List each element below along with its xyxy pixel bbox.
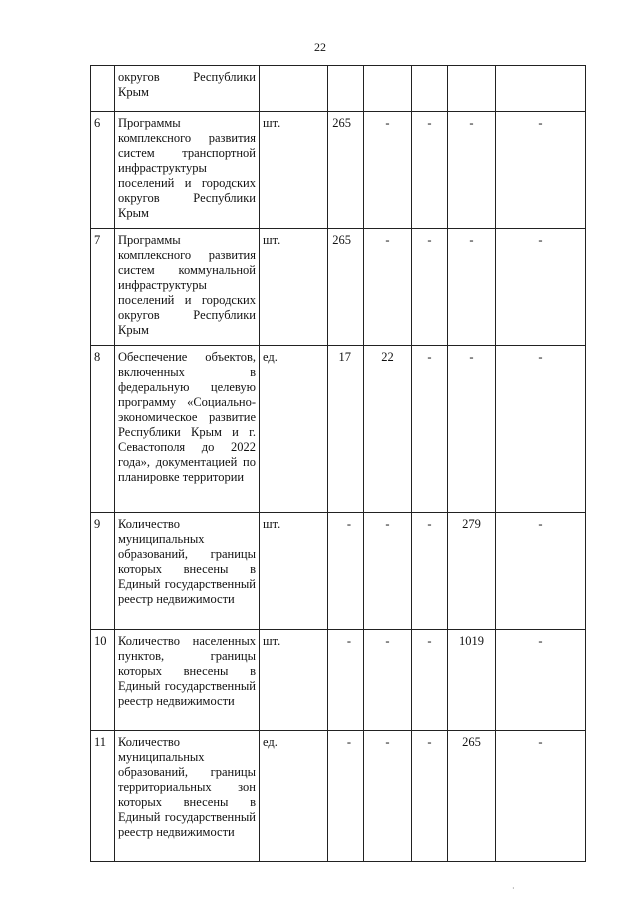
value-cell: - xyxy=(412,229,448,346)
unit-cell: шт. xyxy=(260,229,328,346)
value-cell xyxy=(328,66,364,112)
value-cell: - xyxy=(412,731,448,862)
value-cell: - xyxy=(448,346,496,513)
indicators-table xyxy=(90,65,586,862)
indicator-name: Программы комплексного развития систем транспортной инфраструктуры поселений и городских округов Республики Крым xyxy=(115,112,260,229)
unit-cell: ед. xyxy=(260,731,328,862)
value-cell: 22 xyxy=(364,346,412,513)
table-row xyxy=(91,630,586,731)
indicator-name: Обеспечение объектов, включенных в федеральную целевую программу «Социально-экономическое развитие Республики Крым и г. Севастополя до 2022 года», документацией по планировке территории xyxy=(115,346,260,513)
value-cell: 1019 xyxy=(448,630,496,731)
row-number: 7 xyxy=(91,229,115,346)
value-cell xyxy=(448,66,496,112)
value-cell: - xyxy=(496,513,586,630)
value-cell: - xyxy=(364,112,412,229)
value-cell: - xyxy=(496,731,586,862)
value-cell: - xyxy=(496,112,586,229)
value-cell: - xyxy=(496,630,586,731)
value-cell: 265 xyxy=(448,731,496,862)
value-cell: - xyxy=(496,346,586,513)
value-cell: - xyxy=(364,731,412,862)
unit-cell: шт. xyxy=(260,630,328,731)
row-number: 6 xyxy=(91,112,115,229)
table-row xyxy=(91,513,586,630)
value-cell: - xyxy=(364,513,412,630)
value-cell xyxy=(364,66,412,112)
indicator-name: Количество населенных пунктов, границы которых внесены в Единый государственный реестр недвижимости xyxy=(115,630,260,731)
value-cell: - xyxy=(496,229,586,346)
table-row xyxy=(91,229,586,346)
table-row xyxy=(91,346,586,513)
unit-cell xyxy=(260,66,328,112)
indicator-name: округов Республики Крым xyxy=(115,66,260,112)
indicator-name: Программы комплексного развития систем коммунальной инфраструктуры поселений и городских округов Республики Крым xyxy=(115,229,260,346)
value-cell: - xyxy=(412,630,448,731)
value-cell: - xyxy=(328,630,364,731)
table-row xyxy=(91,66,586,112)
indicator-name: Количество муниципальных образований, границы территориальных зон которых внесены в Единый государственный реестр недвижимости xyxy=(115,731,260,862)
value-cell: - xyxy=(412,513,448,630)
value-cell: - xyxy=(364,630,412,731)
row-number: 11 xyxy=(91,731,115,862)
unit-cell: шт. xyxy=(260,513,328,630)
value-cell: - xyxy=(448,229,496,346)
value-cell: 17 xyxy=(328,346,364,513)
value-cell: - xyxy=(328,731,364,862)
unit-cell: шт. xyxy=(260,112,328,229)
table-row xyxy=(91,112,586,229)
value-cell: 265 xyxy=(328,112,364,229)
table-row xyxy=(91,731,586,862)
value-cell: - xyxy=(448,112,496,229)
value-cell: 265 xyxy=(328,229,364,346)
row-number: 9 xyxy=(91,513,115,630)
unit-cell: ед. xyxy=(260,346,328,513)
value-cell: 279 xyxy=(448,513,496,630)
value-cell xyxy=(496,66,586,112)
value-cell: - xyxy=(328,513,364,630)
row-number: 8 xyxy=(91,346,115,513)
page-number: 22 xyxy=(314,40,326,54)
indicator-name: Количество муниципальных образований, границы которых внесены в Единый государственный реестр недвижимости xyxy=(115,513,260,630)
value-cell xyxy=(412,66,448,112)
value-cell: - xyxy=(412,346,448,513)
row-number: 10 xyxy=(91,630,115,731)
row-number xyxy=(91,66,115,112)
scan-speck: · xyxy=(512,884,515,893)
value-cell: - xyxy=(412,112,448,229)
value-cell: - xyxy=(364,229,412,346)
